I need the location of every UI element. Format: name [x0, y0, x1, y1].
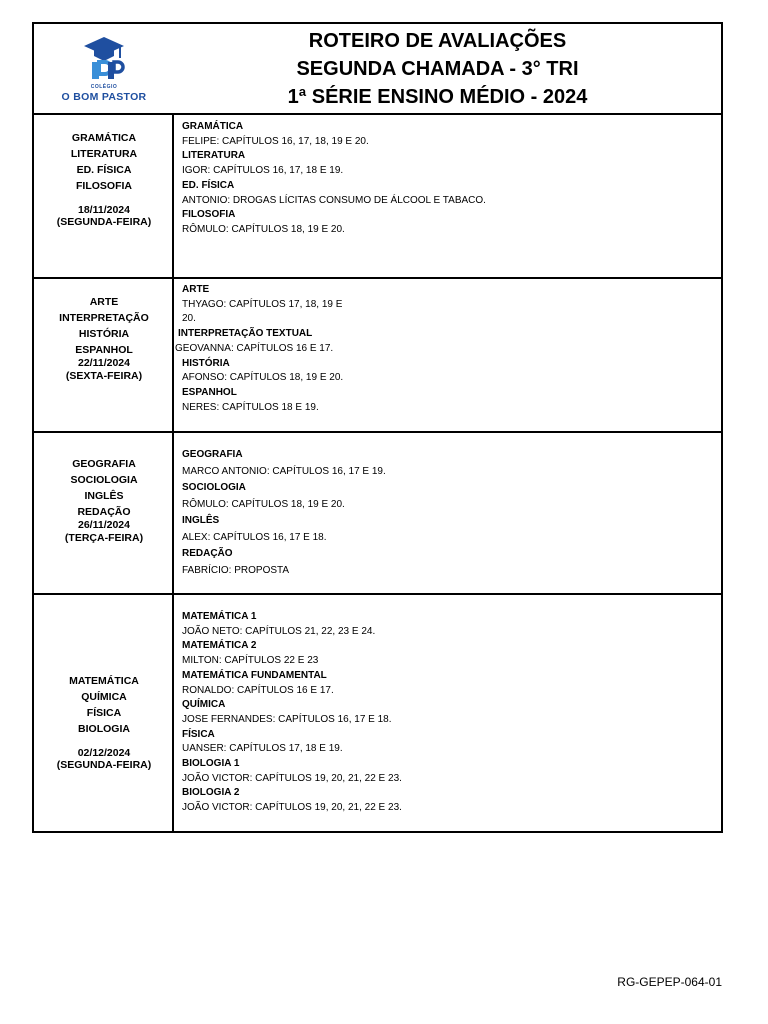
content-detail: ALEX: CAPÍTULOS 16, 17 E 18. — [182, 531, 327, 543]
content-detail: FABRÍCIO: PROPOSTA — [182, 564, 290, 576]
subject-name: ARTE — [89, 296, 119, 308]
content-subject: REDAÇÃO — [182, 548, 233, 559]
content-subject: BIOLOGIA 1 — [182, 758, 240, 770]
content-subject: ED. FÍSICA — [182, 179, 235, 191]
content-cell — [175, 283, 717, 415]
subjects-cell — [34, 595, 174, 833]
school-logo — [52, 34, 156, 106]
subject-name: INGLÊS — [84, 490, 124, 502]
content-detail: AFONSO: CAPÍTULOS 18, 19 E 20. — [182, 372, 344, 384]
content-subject: GRAMÁTICA — [182, 121, 244, 132]
subject-name: ESPANHOL — [75, 344, 133, 356]
subject-name: GEOGRAFIA — [72, 458, 136, 470]
table-header — [34, 24, 721, 115]
content-detail: RONALDO: CAPÍTULOS 16 E 17. — [182, 684, 334, 696]
content-subject: FILOSOFIA — [182, 209, 236, 221]
content-cell — [182, 610, 717, 816]
subjects-cell — [34, 115, 174, 277]
content-detail: JOÃO NETO: CAPÍTULOS 21, 22, 23 E 24. — [182, 625, 376, 637]
subject-name: LITERATURA — [70, 148, 138, 160]
schedule-row — [34, 433, 721, 595]
content-subject: BIOLOGIA 2 — [182, 787, 240, 799]
subject-name: INTERPRETAÇÃO — [59, 312, 149, 324]
content-detail: FELIPE: CAPÍTULOS 16, 17, 18, 19 E 20. — [182, 135, 369, 147]
title-line-1: ROTEIRO DE AVALIAÇÕES — [308, 30, 567, 52]
logo-small-text: COLÉGIO — [90, 84, 118, 90]
exam-weekday: (TERÇA-FEIRA) — [64, 532, 144, 544]
schedule-row — [34, 115, 721, 279]
content-subject: FÍSICA — [182, 728, 215, 740]
content-detail: JOSE FERNANDES: CAPÍTULOS 16, 17 E 18. — [182, 713, 392, 725]
content-subject: GEOGRAFIA — [182, 449, 243, 460]
subject-name: HISTÓRIA — [78, 328, 130, 340]
content-cell — [182, 447, 717, 579]
subjects-cell — [34, 279, 174, 431]
content-subject: LITERATURA — [182, 150, 246, 162]
subject-name: BIOLOGIA — [78, 723, 130, 735]
content-detail: ANTONIO: DROGAS LÍCITAS CONSUMO DE ÁLCOOL E TABACO. — [182, 194, 486, 206]
subject-name: FÍSICA — [86, 707, 122, 719]
content-subject: SOCIOLOGIA — [182, 482, 246, 493]
content-detail: GEOVANNA: CAPÍTULOS 16 E 17. — [175, 342, 334, 354]
exam-weekday: (SEGUNDA-FEIRA) — [56, 759, 152, 771]
subject-name: QUÍMICA — [81, 691, 127, 703]
subject-name: ED. FÍSICA — [76, 164, 132, 176]
content-detail: 20. — [182, 313, 196, 325]
title-line-3: 1ª SÉRIE ENSINO MÉDIO - 2024 — [287, 86, 588, 108]
content-subject: INGLÊS — [182, 515, 220, 526]
content-cell — [182, 120, 717, 238]
content-detail: MILTON: CAPÍTULOS 22 E 23 — [182, 655, 319, 667]
content-detail: THYAGO: CAPÍTULOS 17, 18, 19 E — [182, 298, 343, 310]
exam-weekday: (SEXTA-FEIRA) — [65, 370, 143, 382]
content-detail: NERES: CAPÍTULOS 18 E 19. — [182, 401, 319, 413]
exam-date: 18/11/2024 — [78, 204, 130, 216]
content-subject: MATEMÁTICA FUNDAMENTAL — [182, 669, 327, 681]
subjects-cell — [34, 433, 174, 593]
content-detail: RÔMULO: CAPÍTULOS 18, 19 E 20. — [182, 498, 345, 510]
content-detail: JOÃO VICTOR: CAPÍTULOS 19, 20, 21, 22 E 23. — [182, 772, 402, 784]
content-subject: ARTE — [182, 284, 210, 295]
exam-date: 02/12/2024 — [77, 747, 131, 759]
schedule-row — [34, 595, 721, 833]
content-subject: MATEMÁTICA 2 — [182, 640, 257, 652]
logo-name: O BOM PASTOR — [61, 91, 147, 103]
content-detail: IGOR: CAPÍTULOS 16, 17, 18 E 19. — [182, 165, 344, 177]
document-code: RG-GEPEP-064-01 — [617, 975, 722, 989]
subject-name: GRAMÁTICA — [71, 132, 137, 144]
content-detail: UANSER: CAPÍTULOS 17, 18 E 19. — [182, 743, 343, 755]
subject-name: FILOSOFIA — [76, 180, 132, 192]
exam-date: 22/11/2024 — [78, 357, 130, 369]
title-line-2: SEGUNDA CHAMADA - 3° TRI — [296, 58, 579, 80]
content-detail: MARCO ANTONIO: CAPÍTULOS 16, 17 E 19. — [182, 465, 386, 477]
subject-name: MATEMÁTICA — [69, 675, 139, 687]
graduation-cap-icon — [80, 34, 128, 82]
content-subject: MATEMÁTICA 1 — [182, 611, 257, 622]
exam-weekday: (SEGUNDA-FEIRA) — [56, 216, 152, 228]
content-detail: JOÃO VICTOR: CAPÍTULOS 19, 20, 21, 22 E 23. — [182, 802, 402, 814]
exam-date: 26/11/2024 — [78, 519, 130, 531]
content-subject: HISTÓRIA — [182, 357, 230, 369]
content-detail: RÔMULO: CAPÍTULOS 18, 19 E 20. — [182, 223, 345, 235]
schedule-row — [34, 279, 721, 433]
content-subject: INTERPRETAÇÃO TEXTUAL — [178, 328, 313, 340]
schedule-table — [32, 22, 723, 833]
page-title — [154, 27, 721, 111]
content-subject: QUÍMICA — [182, 699, 226, 711]
subject-name: SOCIOLOGIA — [70, 474, 138, 486]
subject-name: REDAÇÃO — [77, 506, 131, 518]
content-subject: ESPANHOL — [182, 386, 237, 398]
